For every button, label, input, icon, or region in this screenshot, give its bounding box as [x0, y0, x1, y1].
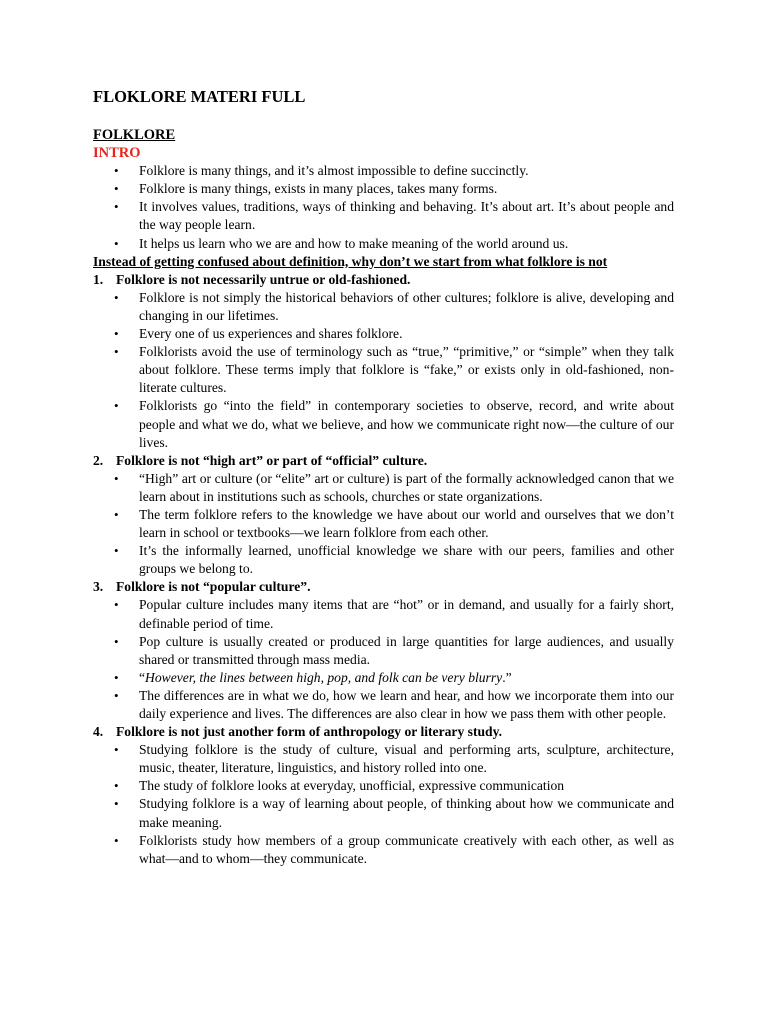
list-item — [93, 542, 674, 578]
list-item — [93, 506, 674, 542]
list-item — [93, 198, 674, 234]
bullet-text: It helps us learn who we are and how to make meaning of the world around us. — [139, 235, 569, 251]
point-3-bullet-list — [93, 596, 674, 723]
list-item — [93, 235, 674, 253]
document-body — [93, 87, 674, 868]
bullet-text: Folklorists go “into the field” in contemporary societies to observe, record, and write about people and what we do, what we believe, and how we communicate right now—the culture of our lives. — [139, 398, 674, 450]
bullet-text: Pop culture is usually created or produced in large quantities for large audiences, and usually shared or transmitted through mass media. — [139, 633, 674, 667]
point-heading-text: Folklore is not “popular culture”. — [116, 579, 311, 595]
bullet-text: Studying folklore is the study of culture, visual and performing arts, sculpture, architecture, music, theater, literature, linguistics, and history rolled into one. — [139, 742, 674, 776]
point-number: 2. — [93, 452, 104, 468]
list-item-quote — [93, 669, 674, 687]
point-number: 3. — [93, 579, 104, 595]
bullet-icon: • — [114, 778, 119, 794]
bullet-text: It’s the informally learned, unofficial knowledge we share with our peers, families and other groups we belong to. — [139, 543, 674, 577]
quote-close-mark: .” — [502, 669, 512, 685]
bullet-icon: • — [114, 199, 119, 215]
bullet-text: The differences are in what we do, how we learn and hear, and how we incorporate them into our daily experience and lives. The differences are also clear in how we pass them with other people. — [139, 687, 674, 721]
point-heading-2 — [93, 452, 674, 470]
list-item — [93, 687, 674, 723]
list-item — [93, 741, 674, 777]
point-4-bullet-list — [93, 741, 674, 868]
bullet-text: Folklore is many things, exists in many places, takes many forms. — [139, 181, 498, 197]
point-1-bullet-list — [93, 289, 674, 452]
point-heading-1 — [93, 271, 674, 289]
bullet-icon: • — [114, 742, 119, 758]
list-item — [93, 343, 674, 397]
document-title: FLOKLORE MATERI FULL — [93, 87, 306, 106]
section-heading-folklore: FOLKLORE — [93, 127, 176, 143]
bullet-icon: • — [114, 181, 119, 197]
point-heading-text: Folklore is not “high art” or part of “official” culture. — [116, 452, 428, 468]
list-item — [93, 633, 674, 669]
bullet-text: Every one of us experiences and shares folklore. — [139, 326, 403, 342]
bullet-text: Popular culture includes many items that are “hot” or in demand, and usually for a fairly short, definable period of time. — [139, 597, 674, 631]
bullet-icon: • — [114, 543, 119, 559]
definition-question-heading: Instead of getting confused about definition, why don’t we start from what folklore is not — [93, 253, 608, 269]
bullet-text: Studying folklore is a way of learning about people, of thinking about how we communicate and make meaning. — [139, 796, 674, 830]
point-heading-4 — [93, 723, 674, 741]
bullet-icon: • — [114, 344, 119, 360]
list-item — [93, 832, 674, 868]
bullet-icon: • — [114, 687, 119, 703]
bullet-text: Folklorists study how members of a group communicate creatively with each other, as well as what—and to whom—they communicate. — [139, 832, 674, 866]
bullet-icon: • — [114, 326, 119, 342]
bullet-text: The study of folklore looks at everyday, unofficial, expressive communication — [139, 778, 565, 794]
list-item — [93, 795, 674, 831]
bullet-icon: • — [114, 669, 119, 685]
list-item — [93, 397, 674, 451]
point-2-bullet-list — [93, 470, 674, 579]
list-item — [93, 777, 674, 795]
bullet-text: Folklore is not simply the historical behaviors of other cultures; folklore is alive, developing and changing in our lifetimes. — [139, 289, 674, 323]
point-heading-text: Folklore is not necessarily untrue or old-fashioned. — [116, 271, 411, 287]
quote-text: However, the lines between high, pop, and folk can be very blurry — [145, 669, 503, 685]
list-item — [93, 596, 674, 632]
intro-bullet-list — [93, 162, 674, 252]
bullet-icon: • — [114, 470, 119, 486]
bullet-icon: • — [114, 289, 119, 305]
list-item — [93, 470, 674, 506]
list-item — [93, 289, 674, 325]
point-heading-text: Folklore is not just another form of anthropology or literary study. — [116, 724, 503, 740]
bullet-icon: • — [114, 398, 119, 414]
bullet-text: It involves values, traditions, ways of thinking and behaving. It’s about art. It’s about people and the way people learn. — [139, 199, 674, 233]
point-heading-3 — [93, 578, 674, 596]
bullet-text: Folklorists avoid the use of terminology such as “true,” “primitive,” or “simple” when they talk about folklore. These terms imply that folklore is “fake,” or exists only in old-fashioned, non-literate cultures. — [139, 344, 674, 396]
point-number: 4. — [93, 724, 104, 740]
bullet-icon: • — [114, 597, 119, 613]
bullet-icon: • — [114, 796, 119, 812]
list-item — [93, 180, 674, 198]
bullet-icon: • — [114, 163, 119, 179]
bullet-icon: • — [114, 235, 119, 251]
bullet-icon: • — [114, 633, 119, 649]
bullet-text: Folklore is many things, and it’s almost impossible to define succinctly. — [139, 163, 529, 179]
bullet-icon: • — [114, 506, 119, 522]
point-number: 1. — [93, 271, 104, 287]
quote-open-mark: “ — [139, 669, 146, 685]
list-item — [93, 162, 674, 180]
bullet-text: The term folklore refers to the knowledge we have about our world and ourselves that we don’t learn in school or textbooks—we learn folklore from each other. — [139, 506, 674, 541]
list-item — [93, 325, 674, 343]
bullet-icon: • — [114, 832, 119, 848]
intro-heading: INTRO — [93, 145, 141, 162]
bullet-text: “High” art or culture (or “elite” art or culture) is part of the formally acknowledged canon that we learn about in institutions such as schools, churches or state organizations. — [139, 470, 674, 504]
